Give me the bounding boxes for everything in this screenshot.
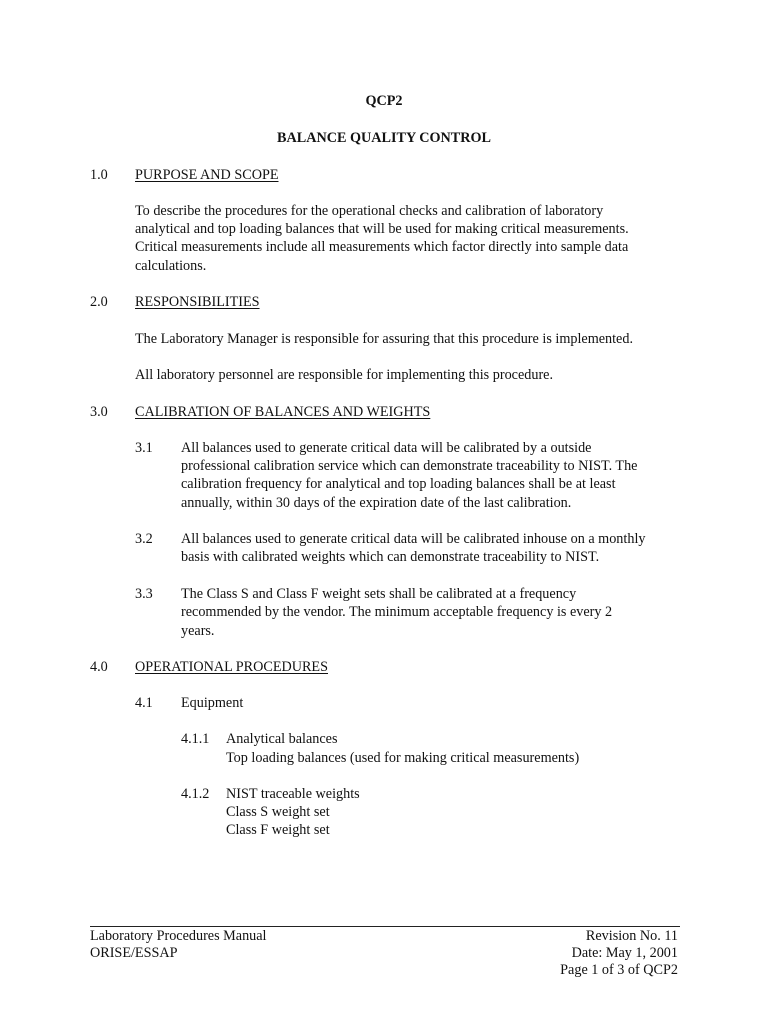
document-id: QCP2 <box>365 93 403 109</box>
subsection-line: professional calibration service which can demonstrate traceability to NIST. The <box>181 458 638 474</box>
section-number: 1.0 <box>90 167 108 183</box>
item-number: 4.1.2 <box>181 786 210 802</box>
subsection-line: annually, within 30 days of the expiration date of the last calibration. <box>181 495 572 511</box>
paragraph-line: Critical measurements include all measurements which factor directly into sample data <box>135 239 629 255</box>
document-title: BALANCE QUALITY CONTROL <box>277 130 491 146</box>
section-heading: OPERATIONAL PROCEDURES <box>135 659 328 675</box>
subsection-number: 4.1 <box>135 695 153 711</box>
item-line: Analytical balances <box>226 731 338 747</box>
subsection-number: 3.1 <box>135 440 153 456</box>
subsection-line: years. <box>181 623 215 639</box>
subsection-line: The Class S and Class F weight sets shall be calibrated at a frequency <box>181 586 577 602</box>
paragraph-line: All laboratory personnel are responsible for implementing this procedure. <box>135 367 554 383</box>
subsection-line: All balances used to generate critical data will be calibrated inhouse on a monthly <box>181 531 646 547</box>
paragraph-line: To describe the procedures for the operational checks and calibration of laboratory <box>135 203 604 219</box>
subsection-line: Equipment <box>181 695 244 711</box>
item-line: Class S weight set <box>226 804 330 820</box>
subsection-line: basis with calibrated weights which can demonstrate traceability to NIST. <box>181 549 600 565</box>
section-heading: RESPONSIBILITIES <box>135 294 260 310</box>
subsection-line: calibration frequency for analytical and top loading balances shall be at least <box>181 476 616 492</box>
footer-left-line: Laboratory Procedures Manual <box>90 928 267 944</box>
section-number: 3.0 <box>90 404 108 420</box>
paragraph-line: calculations. <box>135 258 207 274</box>
subsection-line: All balances used to generate critical data will be calibrated by a outside <box>181 440 592 456</box>
item-line: Class F weight set <box>226 822 330 838</box>
subsection-number: 3.3 <box>135 586 153 602</box>
section-heading: PURPOSE AND SCOPE <box>135 167 279 183</box>
paragraph-line: analytical and top loading balances that will be used for making critical measurements. <box>135 221 629 237</box>
section-number: 4.0 <box>90 659 108 675</box>
footer-page-number: Page 1 of 3 of QCP2 <box>560 962 678 978</box>
footer-date: Date: May 1, 2001 <box>571 945 678 961</box>
item-line: Top loading balances (used for making critical measurements) <box>226 750 580 766</box>
item-line: NIST traceable weights <box>226 786 360 802</box>
paragraph-line: The Laboratory Manager is responsible for assuring that this procedure is implemented. <box>135 331 633 347</box>
section-number: 2.0 <box>90 294 108 310</box>
footer-revision: Revision No. 11 <box>585 928 678 944</box>
footer-left-line: ORISE/ESSAP <box>90 945 178 961</box>
item-number: 4.1.1 <box>181 731 210 747</box>
subsection-number: 3.2 <box>135 531 153 547</box>
subsection-line: recommended by the vendor. The minimum acceptable frequency is every 2 <box>181 604 613 620</box>
section-heading: CALIBRATION OF BALANCES AND WEIGHTS <box>135 404 431 420</box>
